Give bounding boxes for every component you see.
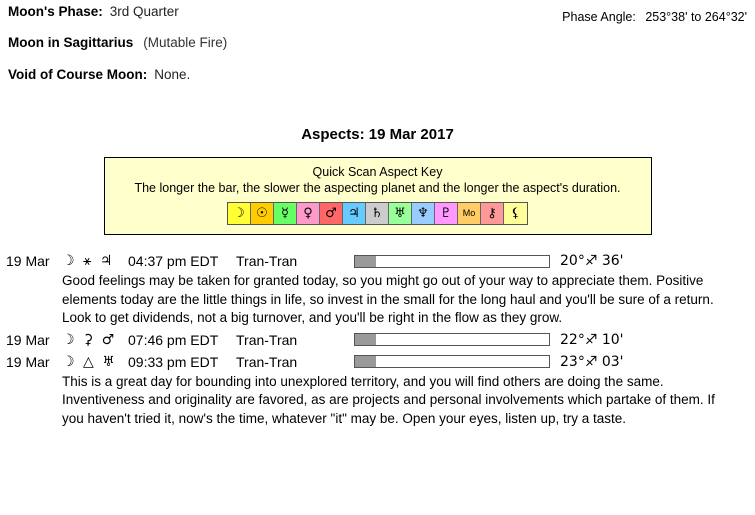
key-glyph-row	[227, 202, 528, 225]
venus-glyph: ♀	[297, 203, 320, 224]
header-block	[0, 4, 755, 82]
aspect-glyphs: ☽ ⚹ ♃	[62, 253, 115, 269]
moon-sign-modality: (Mutable Fire)	[143, 35, 228, 50]
aspect-duration-bar-fill	[355, 334, 376, 345]
saturn-glyph: ♄	[366, 203, 389, 224]
moon-phase-label: Moon's Phase:	[8, 4, 103, 19]
aspect-transit-type: Tran-Tran	[236, 353, 298, 370]
void-of-course-line	[8, 67, 747, 82]
aspect-duration-bar	[354, 333, 550, 346]
aspect-description: Good feelings may be taken for granted today, so you might go out of your way to appreciate them. Positive elements today are the little things in life, so invest in the small for the long haul and you'll be sure of a return. Look to get dividends, not a big turnover, and you'll be right in the flow as they grow.	[62, 273, 714, 325]
aspect-transit-type: Tran-Tran	[236, 253, 298, 269]
aspect-date: 19 Mar	[6, 353, 50, 370]
aspect-duration-bar	[354, 255, 550, 268]
aspect-date: 19 Mar	[6, 253, 50, 269]
mercury-glyph: ☿	[274, 203, 297, 224]
neptune-glyph: ♆	[412, 203, 435, 224]
aspect-duration-bar-fill	[355, 256, 376, 267]
aspect-duration-bar-fill	[355, 356, 376, 367]
phase-angle-label: Phase Angle:	[562, 10, 636, 24]
chiron-glyph: ⚷	[481, 203, 504, 224]
aspect-time: 09:33 pm EDT	[128, 353, 219, 370]
sun-glyph: ☉	[251, 203, 274, 224]
moon-sign-label: Moon in Sagittarius	[8, 35, 134, 50]
aspect-entry	[6, 352, 749, 429]
aspect-position: 20°♐ 36'	[560, 253, 624, 269]
aspect-duration-bar	[354, 355, 550, 368]
aspect-time: 04:37 pm EDT	[128, 253, 219, 269]
moon-sign-line	[8, 35, 747, 50]
aspect-entry-header	[6, 352, 749, 372]
key-subtitle: The longer the bar, the slower the aspecting planet and the longer the aspect's duration.	[134, 181, 621, 195]
aspect-glyphs: ☽ △ ♅	[62, 353, 117, 370]
report-page	[0, 4, 755, 515]
aspect-entry	[6, 330, 749, 350]
mars-glyph: ♂	[320, 203, 343, 224]
jupiter-glyph: ♃	[343, 203, 366, 224]
moon-phase-value: 3rd Quarter	[109, 4, 179, 19]
aspect-entry-header	[6, 330, 749, 350]
aspect-entry-header	[6, 251, 749, 271]
quick-scan-aspect-key	[104, 157, 652, 235]
aspect-description: This is a great day for bounding into unexplored territory, and you will find others are doing the same. Inventiveness and originality are favored, as are projects and personal involvements which partake of them. If you haven't tried it, now's the time, whatever "it" may be. Open your eyes, listen up, try a taste.	[62, 373, 715, 426]
aspect-date: 19 Mar	[6, 331, 50, 348]
aspect-time: 07:46 pm EDT	[128, 331, 219, 348]
aspect-glyphs: ☽ ⚳ ♂	[62, 331, 117, 348]
moon-glyph: ☽	[228, 203, 251, 224]
aspect-entry-list	[0, 251, 755, 428]
void-of-course-value: None.	[154, 67, 191, 82]
void-of-course-label: Void of Course Moon:	[8, 67, 148, 82]
key-title: Quick Scan Aspect Key	[312, 165, 443, 179]
aspect-entry	[6, 251, 749, 328]
aspect-transit-type: Tran-Tran	[236, 331, 298, 348]
pluto-glyph: ♇	[435, 203, 458, 224]
phase-angle-value: 253°38' to 264°32'	[645, 10, 747, 24]
phase-angle	[562, 10, 747, 24]
aspect-position: 22°♐ 10'	[560, 331, 624, 348]
lilith-glyph: ⚸	[504, 203, 527, 224]
uranus-glyph: ♅	[389, 203, 412, 224]
aspects-title: Aspects: 19 Mar 2017	[301, 126, 454, 143]
aspect-position: 23°♐ 03'	[560, 353, 624, 370]
moon-node-glyph: Mo	[458, 203, 481, 224]
